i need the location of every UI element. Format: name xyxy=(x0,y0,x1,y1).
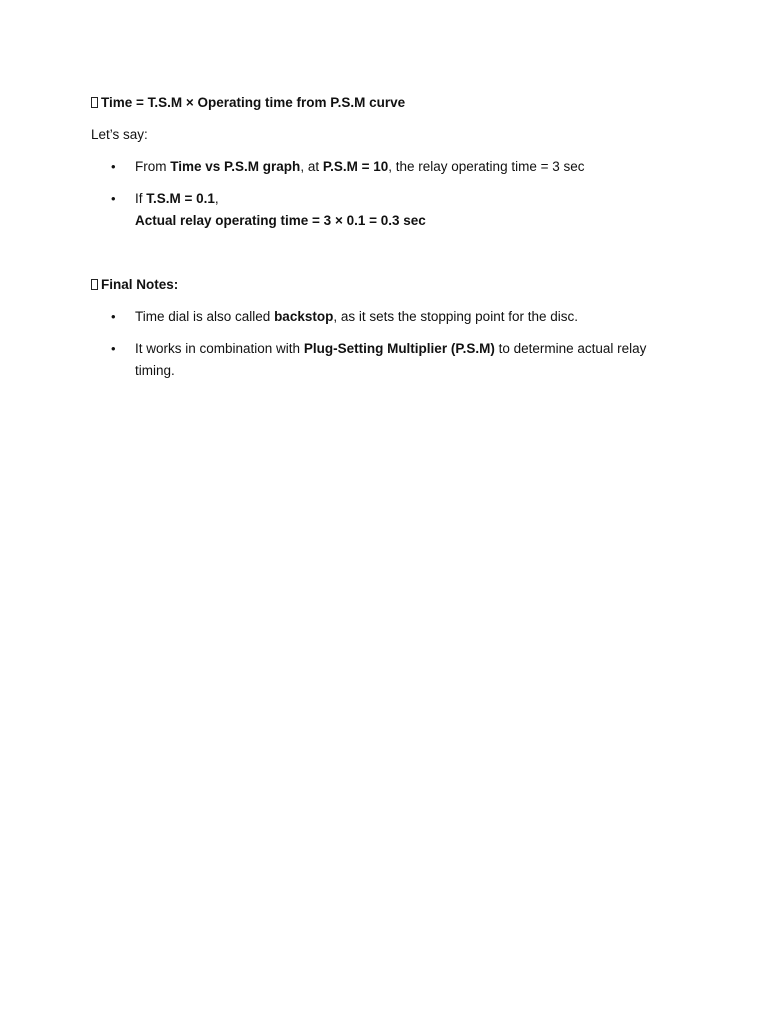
missing-glyph-icon xyxy=(91,97,98,108)
bullet-icon: • xyxy=(111,309,116,324)
text-run: Time dial is also called xyxy=(135,309,275,324)
intro-paragraph: Let’s say: xyxy=(91,127,148,142)
list-item xyxy=(91,306,691,328)
text-run: , as it sets the stopping point for the disc. xyxy=(333,309,578,324)
bold-text-run: backstop xyxy=(274,309,334,324)
bold-text-run: T.S.M = 0.1 xyxy=(146,191,215,206)
list-item xyxy=(91,156,691,178)
text-run: timing. xyxy=(135,363,175,378)
bold-text-run: Plug-Setting Multiplier (P.S.M) xyxy=(303,341,495,356)
section-heading-final-notes xyxy=(91,274,691,296)
missing-glyph-icon xyxy=(91,279,98,290)
bold-text-run: Time vs P.S.M graph xyxy=(170,159,301,174)
bold-text-run: Actual relay operating time = 3 × 0.1 = 0.3 sec xyxy=(135,213,426,228)
text-run: , at xyxy=(300,159,323,174)
list-item xyxy=(91,188,691,232)
bullet-icon: • xyxy=(111,159,116,174)
text-run: to determine actual relay xyxy=(494,341,647,356)
final-notes-heading-text: Final Notes: xyxy=(101,277,179,292)
formula-heading-text: Time = T.S.M × Operating time from P.S.M curve xyxy=(101,95,406,110)
final-notes-section xyxy=(91,274,691,382)
example-list xyxy=(91,156,691,232)
text-run: If xyxy=(135,191,147,206)
text-run: It works in combination with xyxy=(135,341,304,356)
text-run: , xyxy=(214,191,219,206)
bullet-icon: • xyxy=(111,191,116,206)
document-content xyxy=(91,92,691,382)
bold-text-run: P.S.M = 10 xyxy=(322,159,389,174)
text-run: , the relay operating time = 3 sec xyxy=(388,159,585,174)
section-heading-formula xyxy=(91,92,691,114)
bullet-icon: • xyxy=(111,341,116,356)
list-item xyxy=(91,338,691,382)
text-run: From xyxy=(135,159,171,174)
notes-list xyxy=(91,306,691,382)
